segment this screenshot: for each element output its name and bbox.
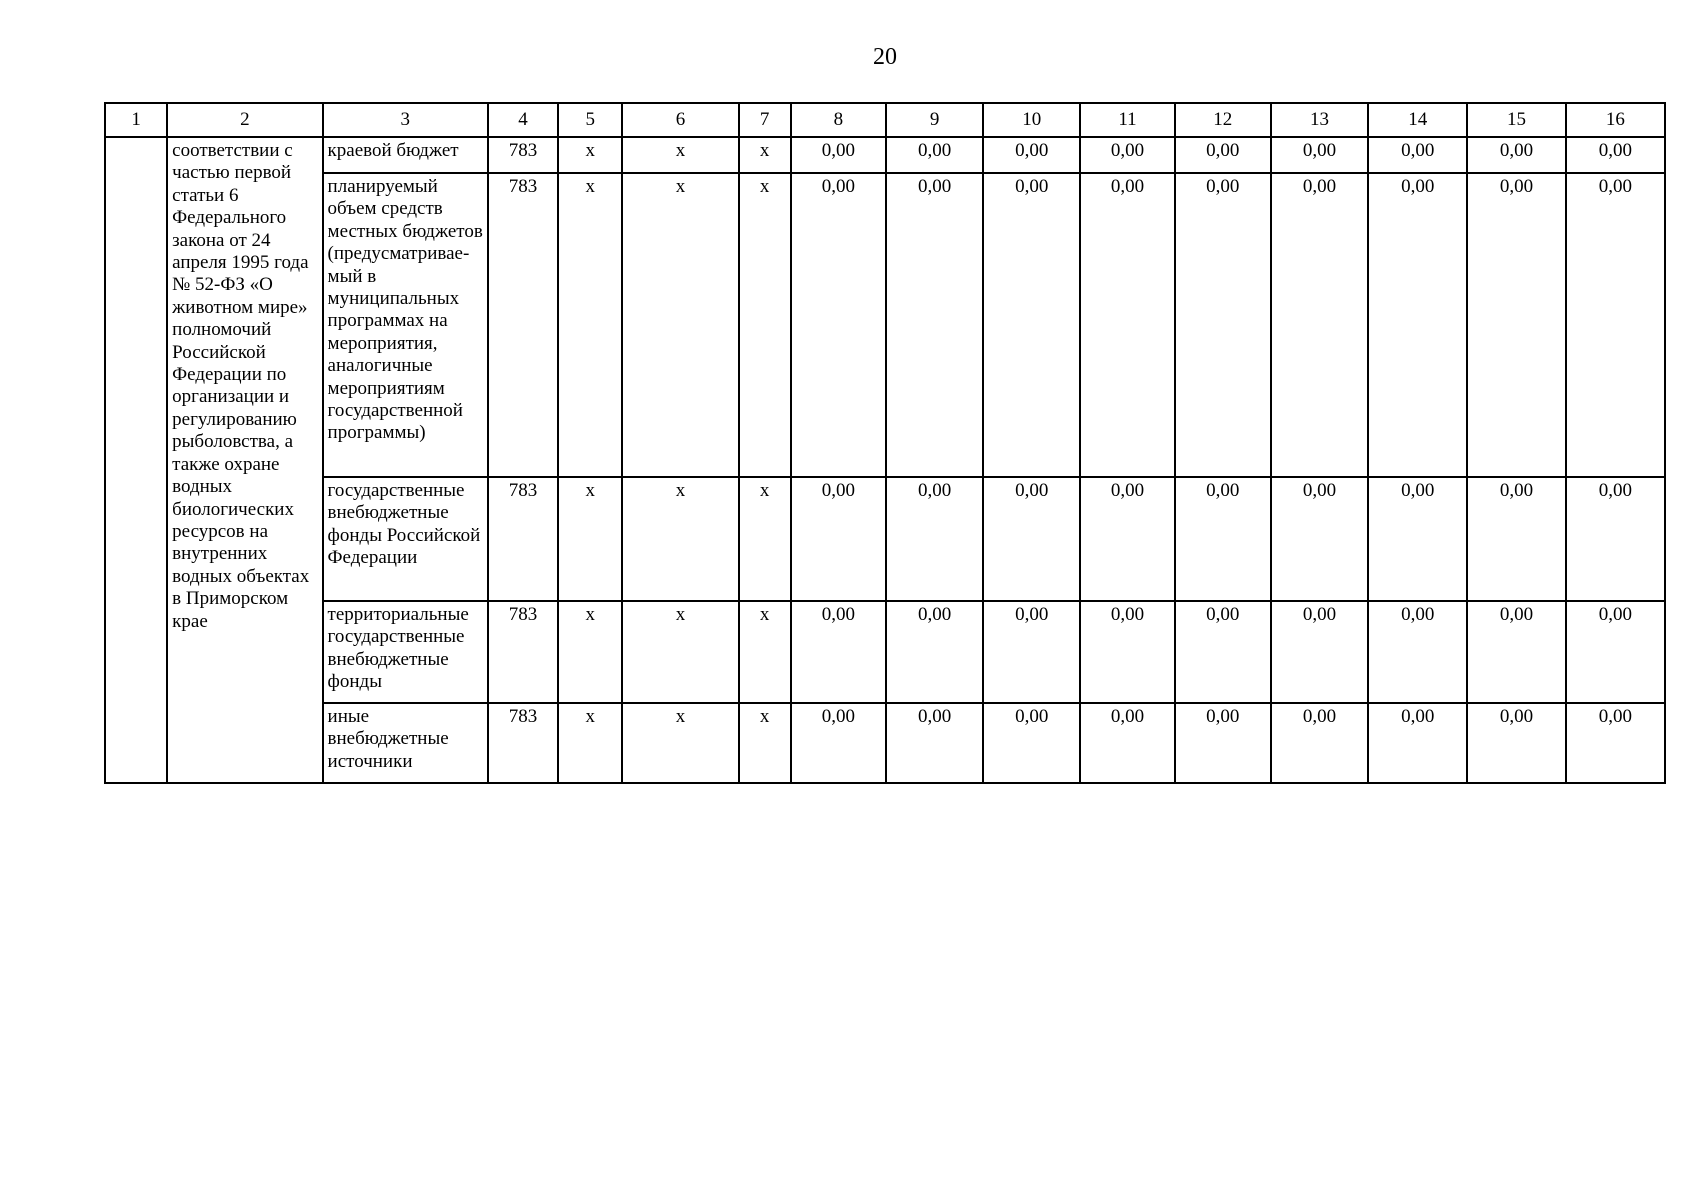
header-cell: 2	[167, 103, 322, 137]
table-row	[105, 137, 1665, 173]
table-row	[105, 173, 1665, 477]
budget-table	[104, 102, 1666, 784]
header-cell: 6	[622, 103, 738, 137]
value-cell: 0,00	[1467, 601, 1565, 703]
x-cell: х	[622, 137, 738, 173]
value-cell: 0,00	[1566, 703, 1665, 783]
value-cell: 0,00	[1467, 173, 1565, 477]
value-cell: 0,00	[983, 477, 1080, 601]
value-cell: 0,00	[983, 703, 1080, 783]
code-cell: 783	[488, 173, 558, 477]
value-cell: 0,00	[791, 137, 886, 173]
value-cell: 0,00	[791, 703, 886, 783]
x-cell: х	[739, 477, 791, 601]
x-cell: х	[558, 477, 622, 601]
value-cell: 0,00	[791, 601, 886, 703]
value-cell: 0,00	[983, 173, 1080, 477]
header-cell: 1	[105, 103, 167, 137]
header-cell: 9	[886, 103, 983, 137]
x-cell: х	[739, 601, 791, 703]
x-cell: х	[739, 173, 791, 477]
header-cell: 7	[739, 103, 791, 137]
x-cell: х	[558, 137, 622, 173]
header-cell: 11	[1080, 103, 1174, 137]
header-cell: 10	[983, 103, 1080, 137]
value-cell: 0,00	[791, 477, 886, 601]
funding-source: государственные внебюджетные фонды Российской Федерации	[323, 477, 488, 601]
x-cell: х	[558, 601, 622, 703]
value-cell: 0,00	[1467, 703, 1565, 783]
value-cell: 0,00	[1368, 137, 1467, 173]
value-cell: 0,00	[983, 137, 1080, 173]
x-cell: х	[739, 703, 791, 783]
funding-source: краевой бюджет	[323, 137, 488, 173]
value-cell: 0,00	[886, 173, 983, 477]
code-cell: 783	[488, 601, 558, 703]
value-cell: 0,00	[1566, 173, 1665, 477]
header-cell: 13	[1271, 103, 1368, 137]
header-cell: 4	[488, 103, 558, 137]
value-cell: 0,00	[886, 477, 983, 601]
header-cell: 3	[323, 103, 488, 137]
x-cell: х	[622, 477, 738, 601]
value-cell: 0,00	[1175, 703, 1271, 783]
value-cell: 0,00	[1271, 173, 1368, 477]
table-row	[105, 477, 1665, 601]
value-cell: 0,00	[1080, 173, 1174, 477]
value-cell: 0,00	[886, 137, 983, 173]
page-number: 20	[873, 44, 897, 70]
value-cell: 0,00	[1368, 601, 1467, 703]
code-cell: 783	[488, 137, 558, 173]
value-cell: 0,00	[1566, 477, 1665, 601]
value-cell: 0,00	[1271, 137, 1368, 173]
row-number-cell	[105, 137, 167, 783]
value-cell: 0,00	[1080, 477, 1174, 601]
value-cell: 0,00	[1271, 601, 1368, 703]
value-cell: 0,00	[983, 601, 1080, 703]
value-cell: 0,00	[1175, 137, 1271, 173]
x-cell: х	[622, 173, 738, 477]
value-cell: 0,00	[1271, 477, 1368, 601]
value-cell: 0,00	[791, 173, 886, 477]
funding-source: иные внебюджетные источники	[323, 703, 488, 783]
value-cell: 0,00	[1467, 477, 1565, 601]
x-cell: х	[622, 703, 738, 783]
x-cell: х	[558, 703, 622, 783]
header-cell: 8	[791, 103, 886, 137]
x-cell: х	[622, 601, 738, 703]
value-cell: 0,00	[1175, 601, 1271, 703]
header-cell: 12	[1175, 103, 1271, 137]
value-cell: 0,00	[1080, 601, 1174, 703]
value-cell: 0,00	[1271, 703, 1368, 783]
x-cell: х	[558, 173, 622, 477]
value-cell: 0,00	[1368, 703, 1467, 783]
table-row	[105, 601, 1665, 703]
header-cell: 15	[1467, 103, 1565, 137]
code-cell: 783	[488, 703, 558, 783]
value-cell: 0,00	[886, 703, 983, 783]
value-cell: 0,00	[1175, 173, 1271, 477]
value-cell: 0,00	[1175, 477, 1271, 601]
x-cell: х	[739, 137, 791, 173]
value-cell: 0,00	[1080, 703, 1174, 783]
measure-description: соответствии с частью первой статьи 6 Федерального закона от 24 апреля 1995 года № 52-ФЗ «О животном мире» полномочий Российской Федерации по организации и регулированию рыболовства, а также охране водных биологических ресурсов на внутренних водных объектах в Приморском крае	[167, 137, 322, 783]
value-cell: 0,00	[1368, 173, 1467, 477]
funding-source: территориальные государственные внебюджетные фонды	[323, 601, 488, 703]
header-cell: 5	[558, 103, 622, 137]
table-row	[105, 703, 1665, 783]
funding-source: планируемый объем средств местных бюджетов (предусматривае-мый в муниципальных программах на мероприятия, аналогичные мероприятиям государственной программы)	[323, 173, 488, 477]
header-cell: 16	[1566, 103, 1665, 137]
header-row	[105, 103, 1665, 137]
code-cell: 783	[488, 477, 558, 601]
header-cell: 14	[1368, 103, 1467, 137]
value-cell: 0,00	[1467, 137, 1565, 173]
value-cell: 0,00	[1566, 137, 1665, 173]
value-cell: 0,00	[1368, 477, 1467, 601]
value-cell: 0,00	[1566, 601, 1665, 703]
value-cell: 0,00	[1080, 137, 1174, 173]
value-cell: 0,00	[886, 601, 983, 703]
